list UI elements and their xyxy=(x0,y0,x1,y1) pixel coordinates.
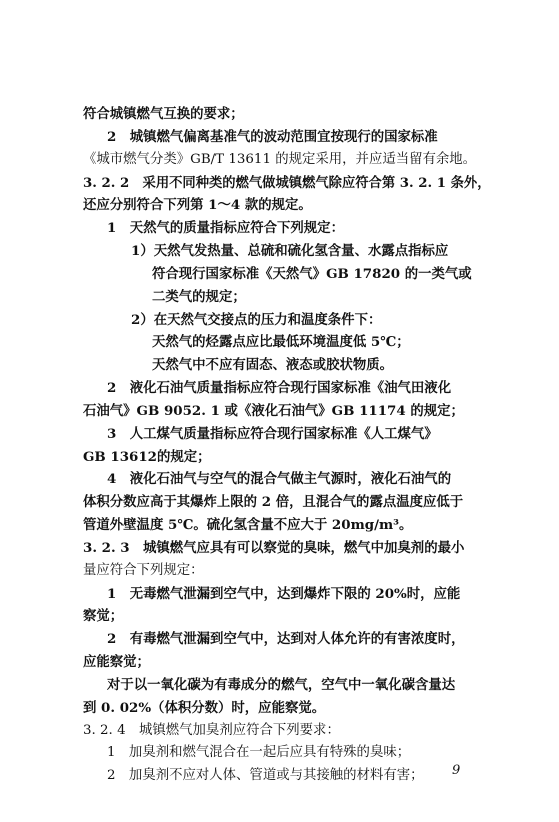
text-line: 符合现行国家标准《天然气》GB 17820 的一类气或 xyxy=(152,265,472,282)
text-line: 1 加臭剂和燃气混合在一起后应具有特殊的臭味； xyxy=(107,745,411,761)
text-line: 还应分别符合下列第 1～4 款的规定。 xyxy=(83,197,312,214)
text-line: 天然气的烃露点应比最低环境温度低 5℃； xyxy=(152,334,410,351)
text-line: 1 天然气的质量指标应符合下列规定： xyxy=(107,220,344,237)
text-line: 应能察觉； xyxy=(83,654,150,670)
text-line: 3 人工煤气质量指标应符合现行国家标准《人工煤气》 xyxy=(107,425,438,442)
text-line: 3. 2. 2 采用不同种类的燃气做城镇燃气除应符合第 3. 2. 1 条外， xyxy=(83,174,491,191)
text-line: GB 13612的规定； xyxy=(83,448,211,465)
text-line: 4 液化石油气与空气的混合气做主气源时，液化石油气的 xyxy=(107,471,452,488)
text-line: 对于以一氧化碳为有毒成分的燃气，空气中一氧化碳含量达 xyxy=(107,676,456,693)
text-line: 天然气中不应有固态、液态或胶状物质。 xyxy=(152,357,394,374)
text-line: 符合城镇燃气互换的要求； xyxy=(83,106,244,122)
text-line: 察觉； xyxy=(83,608,124,625)
text-line: 2 有毒燃气泄漏到空气中，达到对人体允许的有害浓度时， xyxy=(107,631,465,648)
text-line: 1）天然气发热量、总硫和硫化氢含量、水露点指标应 xyxy=(131,243,449,259)
text-line: 2 城镇燃气偏离基准气的波动范围宜按现行的国家标准 xyxy=(107,128,438,145)
text-line: 石油气》GB 9052. 1 或《液化石油气》GB 11174 的规定； xyxy=(83,402,464,419)
text-line: 3. 2. 3 城镇燃气应具有可以察觉的臭味，燃气中加臭剂的最小 xyxy=(83,539,465,556)
text-line: 量应符合下列规定： xyxy=(83,562,204,578)
text-line: 管道外壁温度 5℃。硫化氢含量不应大于 20mg/m³。 xyxy=(83,517,413,533)
text-line: 《城市燃气分类》GB/T 13611 的规定采用，并应适当留有余地。 xyxy=(83,151,477,167)
text-line: 1 无毒燃气泄漏到空气中，达到爆炸下限的 20%时，应能 xyxy=(107,585,461,602)
text-line: 二类气的规定； xyxy=(152,288,246,305)
text-line: 2）在天然气交接点的压力和温度条件下： xyxy=(131,311,382,328)
text-line: 到 0. 02%（体积分数）时，应能察觉。 xyxy=(83,699,326,716)
text-line: 体积分数应高于其爆炸上限的 2 倍，且混合气的露点温度应低于 xyxy=(83,494,464,511)
text-line: 3. 2. 4 城镇燃气加臭剂应符合下列要求： xyxy=(83,722,340,738)
text-line: 2 加臭剂不应对人体、管道或与其接触的材料有害； xyxy=(107,768,424,784)
page-number: 9 xyxy=(452,763,461,778)
text-line: 2 液化石油气质量指标应符合现行国家标准《油气田液化 xyxy=(107,380,452,396)
